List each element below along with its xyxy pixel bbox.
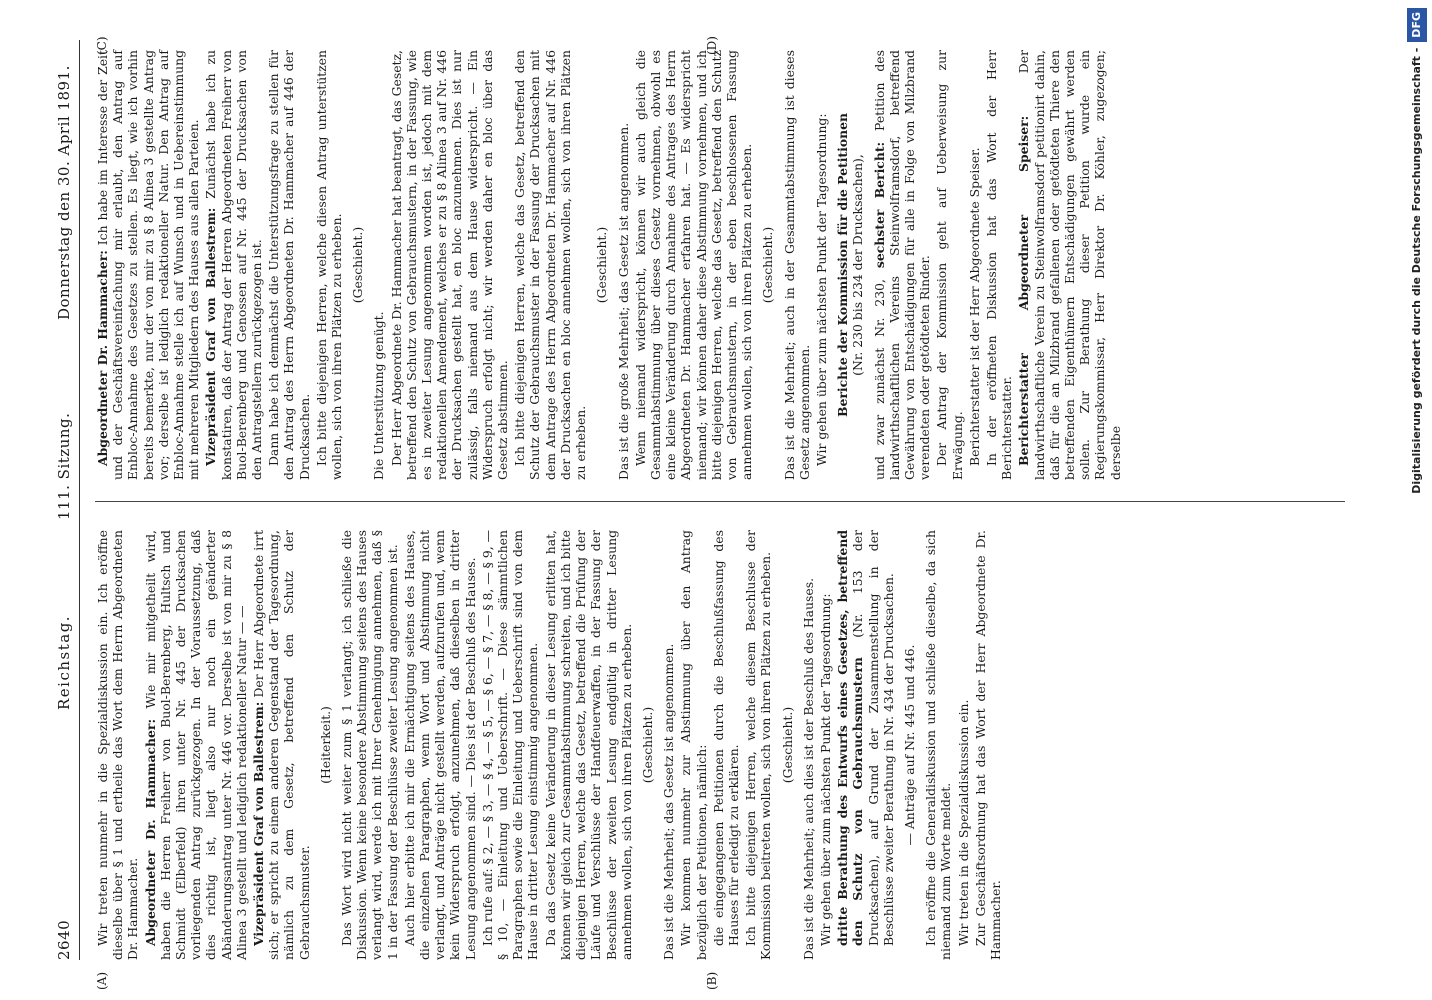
paragraph: Das ist die große Mehrheit; das Gesetz ist angenommen.	[615, 122, 631, 480]
paragraph: Der Herr Abgeordnete Dr. Hammacher hat beantragt, das Gesetz, betreffend den Schutz von Gebrauchsmustern, in der Fassung, wie es in zweiter Lesung angenommen worden ist, jedoch mit dem redaktionellen Amendement, welches er zu § 8 Alinea 3 auf Nr. 446 der Drucksachen gestellt hat, en bloc anzunehmen. Dies ist nur zulässig, falls niemand aus dem Hause widerspricht. — Ein Widerspruch erfolgt nicht; wir werden daher en bloc über das Gesetz abstimmen.	[388, 50, 511, 480]
paragraph: Zur Geschäftsordnung hat das Wort der Herr Abgeordnete Dr. Hammacher.	[972, 530, 1003, 960]
paragraph: Das ist die Mehrheit; auch in der Gesammtabstimmung ist dieses Gesetz angenommen.	[781, 50, 812, 480]
paragraph: Das ist die Mehrheit; auch dies ist der Beschluß des Hauses.	[800, 577, 816, 960]
digitization-text-wrapper	[1407, 8, 1427, 992]
speaker-name: Abgeordneter Dr. Hammacher:	[142, 718, 158, 946]
page-number: 2640	[55, 919, 73, 960]
speech-text: Der Herr Abgeordnete irrt sich; er spricht zu einem anderen Gegenstand der Tagesordnung, nämlich zu dem Gesetz, betreffend den Schutz der Gebrauchsmuster.	[251, 530, 312, 960]
margin-marker-b: (B)	[705, 971, 719, 990]
paragraph: Wenn niemand widerspricht, können wir auch gleich die Gesammtabstimmung über dieses Gesetz vornehmen, obwohl es eine kleine Veränderung durch Annahme des Antrages des Herrn Abgeordneten Dr. Hammacher erfahren hat. — Es widerspricht niemand; wir können daher diese Abstimmung vornehmen, und ich bitte diejenigen Herren, welche das Gesetz, betreffend den Schutz von Gebrauchsmustern, in der eben beschlossenen Fassung annehmen wollen, sich von ihren Plätzen zu erheben.	[632, 50, 755, 480]
paragraph: Das ist die Mehrheit; das Gesetz ist angenommen.	[661, 643, 677, 960]
paragraph: In der eröffneten Diskussion hat das Wort der Herr Berichterstatter.	[983, 50, 1015, 480]
right-column	[95, 50, 1125, 480]
page-header	[55, 40, 77, 960]
margin-marker-d: (D)	[705, 36, 719, 55]
paragraph	[143, 530, 249, 960]
report-text: Petition des landwirthschaftlichen Vereins Steinwolframsdorf, betreffend Gewährung von Entschädigungen für alle in Folge von Milzbrand verendeten oder getödteten Rinder.	[871, 49, 933, 480]
agenda-detail: (Nr. 153 der Drucksachen), auf Grund der Zusammenstellung in der Beschlüsse zweiter Berathung in Nr. 434 der Drucksachen.	[850, 529, 896, 946]
digitization-text: Digitalisierung gefördert durch die Deutsche Forschungsgemeinschaft -	[1410, 47, 1423, 494]
speaker-name: Vizepräsident Graf von Ballestrem:	[203, 207, 219, 466]
paragraph: Wir gehen über zum nächsten Punkt der Tagesordnung:	[817, 593, 833, 946]
motions-note: — Anträge auf Nr. 445 und 446.	[901, 644, 917, 846]
paragraph: Wir treten nunmehr in die Spezialdiskussion ein. Ich eröffne dieselbe über § 1 und ertheile das Wort dem Herrn Abgeordneten Dr. Hammacher.	[95, 530, 141, 960]
paragraph: Wir gehen über zum nächsten Punkt der Tagesordnung:	[813, 113, 829, 466]
stage-direction: (Geschieht.)	[350, 226, 366, 304]
paragraph: Da das Gesetz keine Veränderung in dieser Lesung erlitten hat, können wir gleich zur Gesammtabstimmung schreiten, und ich bitte diejenigen Herren, welche das Gesetz, betreffend die Prüfung der Läufe und Verschlüsse der Handfeuerwaffen, in der Fassung der Beschlüsse der zweiten Lesung endgültig in dritter Lesung annehmen wollen, sich von ihren Plätzen zu erheben.	[542, 530, 634, 960]
report-intro: und zwar zunächst Nr. 230,	[871, 279, 887, 480]
speaker-name: Vizepräsident Graf von Ballestrem:	[251, 701, 267, 946]
paragraph: Berichterstatter ist der Herr Abgeordnete Speiser.	[966, 147, 982, 466]
margin-marker-c: (C)	[95, 36, 109, 55]
digitization-credit	[1407, 8, 1427, 992]
parliament-name: Reichstag.	[55, 614, 73, 710]
agenda-item	[835, 530, 896, 960]
paragraph: Die Unterstützung genügt.	[371, 311, 387, 480]
speech-text: Der landwirthschaftliche Verein zu Steinwolframsdorf petitionirt dahin, daß für die an Milzbrand gefallenen oder getödteten Thiere den betreffenden Eigenthümern Entschädigungen gewährt werden sollen. Zur Berathung dieser Petition wurde ein Regierungskommissar, Herr Direktor Dr. Köhler, zugezogen; derselbe	[1016, 50, 1123, 480]
stage-direction: (Geschieht.)	[594, 226, 610, 304]
column-divider	[95, 501, 1345, 502]
paragraph: Ich bitte diejenigen Herren, welche diesem Beschlusse der Kommission beitreten wollen, sich von ihren Plätzen zu erheben.	[743, 530, 774, 960]
speech-text: Wie mir mitgetheilt wird, haben die Herren Freiherr von Buol-Berenberg, Hultsch und Schmidt (Elberfeld) ihren unter Nr. 445 der Drucksachen vorliegenden Antrag zurückgezogen. In der Voraussetzung, daß dies richtig ist, liegt also nur noch ein geänderter Abänderungsantrag unter Nr. 446 vor. Derselbe ist von mir zu § 8 Alinea 3 gestellt und lediglich redaktioneller Natur — —	[142, 530, 249, 960]
paragraph	[203, 50, 264, 480]
speaker-name: Berichterstatter Abgeordneter Speiser:	[1016, 115, 1032, 466]
paragraph: Auch hier erbitte ich mir die Ermächtigung seitens des Hauses, die einzelnen Paragraphen, wenn Wort und Abstimmung nicht verlangt, und Anträge nicht gestellt werden, aufzurufen und, wenn kein Widerspruch erfolgt, anzunehmen, daß dieselben in dritter Lesung angenommen sind. — Dies ist der Beschluß des Hauses.	[401, 530, 478, 960]
agenda-item	[835, 50, 865, 480]
stage-direction: (Heiterkeit.)	[317, 706, 333, 784]
session-date: Donnerstag den 30. April 1891.	[55, 65, 73, 320]
paragraph: Das Wort wird nicht weiter zum § 1 verlangt; ich schließe die Diskussion. Wenn keine besondere Abstimmung seitens des Hauses verlangt wird, werde ich mit Ihrer Genehmigung annehmen, daß § 1 in der Fassung der Beschlüsse zweiter Lesung angenommen ist.	[339, 530, 400, 960]
paragraph: Ich eröffne die Generaldiskussion und schließe dieselbe, da sich niemand zum Worte meldet.	[923, 530, 954, 960]
page-content	[55, 36, 1370, 990]
paragraph: Der Antrag der Kommission geht auf Ueberweisung zur Erwägung.	[934, 50, 965, 480]
paragraph: Wir treten in die Spezialdiskussion ein.	[955, 699, 971, 946]
agenda-title: dritte Berathung des Entwurfs eines Gesetzes, betreffend den Schutz von Gebrauchsmustern	[835, 530, 866, 946]
session-number: 111. Sitzung.	[55, 412, 73, 520]
paragraph: Ich bitte diejenigen Herren, welche das Gesetz, betreffend den Schutz der Gebrauchsmuster in der Fassung der Drucksachen mit dem Antrage des Herrn Abgeordneten Dr. Hammacher auf Nr. 446 der Drucksachen en bloc annehmen wollen, sich von ihren Plätzen zu erheben.	[512, 50, 589, 480]
paragraph	[251, 530, 312, 960]
agenda-title: Berichte der Kommission für die Petitionen	[835, 112, 851, 418]
speech-text: Zunächst habe ich zu konstatiren, daß der Antrag der Herren Abgeordneten Freiherr von Buol-Berenberg und Genossen auf Nr. 445 der Drucksachen von den Antragstellern zurückgezogen ist.	[203, 50, 265, 480]
paragraph	[95, 50, 201, 480]
report-title: sechster Bericht:	[871, 141, 887, 269]
paragraph: Wir kommen nunmehr zur Abstimmung über den Antrag bezüglich der Petitionen, nämlich:	[678, 530, 709, 960]
margin-marker-a: (A)	[95, 971, 109, 990]
stage-direction: (Geschieht.)	[779, 706, 795, 784]
stage-direction: (Geschieht.)	[760, 226, 776, 304]
speaker-name: Abgeordneter Dr. Hammacher:	[95, 250, 110, 466]
agenda-detail: (Nr. 230 bis 234 der Drucksachen),	[850, 154, 866, 376]
paragraph	[1016, 50, 1122, 480]
header-rule	[79, 40, 80, 960]
stage-direction: (Geschieht.)	[639, 706, 655, 784]
speech-text: Ich habe im Interesse der Zeit und der Geschäftsvereinfachung mir erlaubt, den Antrag auf Enbloc-Annahme des Gesetzes zu stellen. Es liegt, wie ich vorhin bereits bemerkte, nur der von mir zu § 8 Alinea 3 gestellte Antrag vor; derselbe ist lediglich redaktioneller Natur. Den Antrag auf Enbloc-Annahme stelle ich auf Wunsch und in Uebereinstimmung mit mehreren Mitgliedern des Hauses aus allen Parteien.	[95, 50, 202, 480]
quoted-motion: die eingegangenen Petitionen durch die Beschlußfassung des Hauses für erledigt zu erklären.	[710, 530, 741, 946]
paragraph: Ich rufe auf: § 2, — § 3, — § 4, — § 5, — § 6, — § 7, — § 8, — § 9, — § 10, — Einleitung und Ueberschrift. — Diese sämmtlichen Paragraphen sowie die Einleitung und Ueberschrift sind von dem Hause in dritter Lesung einstimmig angenommen.	[479, 530, 541, 960]
paragraph: Dann habe ich demnächst die Unterstützungsfrage zu stellen für den Antrag des Herrn Abgeordneten Dr. Hammacher auf 446 der Drucksachen.	[266, 50, 312, 480]
left-column	[95, 530, 1005, 960]
dfg-logo: DFG	[1407, 8, 1427, 42]
paragraph: Ich bitte diejenigen Herren, welche diesen Antrag unterstützen wollen, sich von ihren Plätzen zu erheben.	[313, 50, 345, 480]
paragraph	[872, 50, 933, 480]
